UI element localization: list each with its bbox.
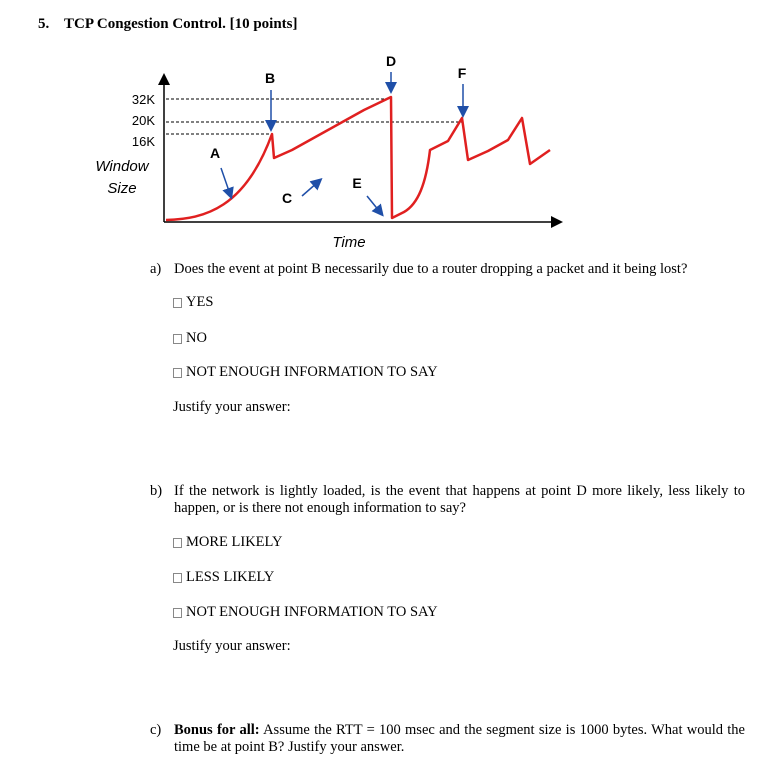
part-c-text: Assume the RTT = 100 msec and the segment size is 1000 bytes. What would the time be at point B? Justify your answer. <box>174 722 745 755</box>
part-c-body <box>174 722 745 756</box>
point-label-a: A <box>209 145 221 161</box>
justify-label-b: Justify your answer: <box>173 638 291 654</box>
part-a-label: a) <box>150 261 162 277</box>
point-label-f: F <box>457 65 467 81</box>
checkbox[interactable] <box>173 608 182 618</box>
option-no[interactable] <box>173 330 207 347</box>
y-axis-label-line1: Window <box>95 158 149 175</box>
point-label-b: B <box>264 70 276 86</box>
option-not-enough-info-a[interactable] <box>173 364 438 381</box>
point-label-d: D <box>385 53 397 69</box>
part-c-question <box>150 722 745 756</box>
point-label-c: C <box>281 190 293 206</box>
y-tick-label: 20K <box>131 113 155 128</box>
part-a-question <box>150 261 750 278</box>
point-arrow-c <box>302 182 318 196</box>
checkbox[interactable] <box>173 538 182 548</box>
option-not-enough-info-b[interactable] <box>173 604 438 621</box>
part-a-text: Does the event at point B necessarily due to a router dropping a packet and it being lost? <box>174 261 688 277</box>
checkbox[interactable] <box>173 298 182 308</box>
question-title-text: TCP Congestion Control. [10 points] <box>64 16 298 32</box>
checkbox[interactable] <box>173 334 182 344</box>
option-yes[interactable] <box>173 294 213 311</box>
justify-label-a: Justify your answer: <box>173 399 291 415</box>
option-label: NOT ENOUGH INFORMATION TO SAY <box>186 364 438 380</box>
option-label: NOT ENOUGH INFORMATION TO SAY <box>186 604 438 620</box>
option-label: MORE LIKELY <box>186 534 283 550</box>
part-b-text: If the network is lightly loaded, is the event that happens at point D more likely, less likely to happen, or is there not enough information to say? <box>174 483 745 516</box>
question-number: 5. <box>38 16 50 32</box>
congestion-window-chart <box>0 0 767 260</box>
option-label: LESS LIKELY <box>186 569 275 585</box>
x-axis-label: Time <box>332 234 366 251</box>
option-label: YES <box>186 294 214 310</box>
y-axis-label-line2: Size <box>107 180 137 197</box>
part-b-question <box>150 483 745 517</box>
part-c-label: c) <box>150 722 162 738</box>
option-more-likely[interactable] <box>173 534 282 551</box>
checkbox[interactable] <box>173 368 182 378</box>
bonus-label: Bonus for all: <box>174 722 260 738</box>
option-label: NO <box>186 330 207 346</box>
window-size-series <box>166 97 550 220</box>
part-b-label: b) <box>150 483 163 499</box>
point-arrow-e <box>367 196 380 212</box>
y-tick-label: 16K <box>131 134 155 149</box>
point-label-e: E <box>352 175 362 191</box>
checkbox[interactable] <box>173 573 182 583</box>
y-tick-label: 32K <box>131 92 155 107</box>
option-less-likely[interactable] <box>173 569 274 586</box>
point-arrow-a <box>221 168 230 194</box>
